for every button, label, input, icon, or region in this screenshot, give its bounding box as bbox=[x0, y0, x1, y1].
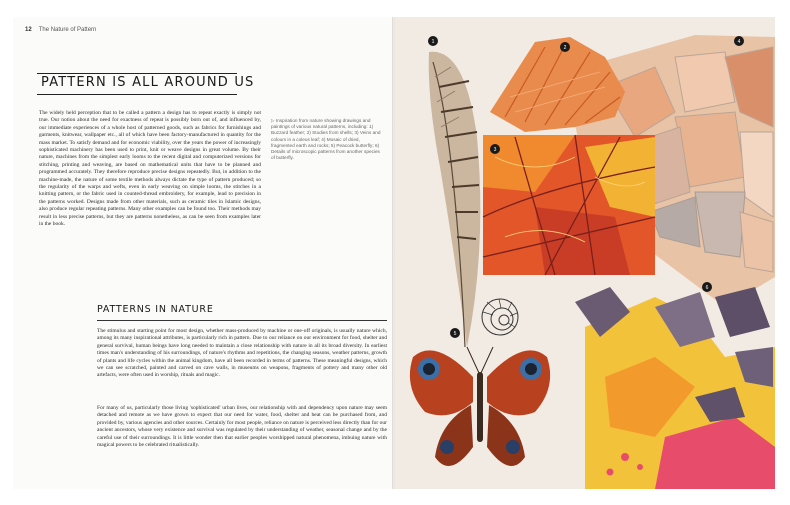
figure-label-3: 3 bbox=[493, 147, 497, 153]
title-rule-bottom bbox=[37, 94, 237, 95]
figure-label-5: 5 bbox=[453, 331, 457, 337]
nature-paragraph-2: For many of us, particularly those living 'sophisticated' urban lives, our relationship with and dependency upon nature may seem detached and remote as we have grown to expect that our need for water, food, shelter and heat can be purchased from, and provided by, various agencies and other sources. Certainly for most people, reliance on nature is perceived less directly than for our ancient ancestors, whose very existence and survival was regulated by their understanding of weather, seasonal change and by the careful use of their surroundings. It is little wonder then that earlier peoples worshipped natural phenomena, imbuing nature with magical powers to be celebrated ritualistically. bbox=[97, 405, 387, 449]
shell-studies-painting bbox=[490, 37, 625, 132]
figure-label-2: 2 bbox=[563, 45, 567, 51]
coleus-leaf-painting bbox=[483, 135, 655, 275]
title-rule-top bbox=[37, 73, 237, 74]
intro-paragraph: The widely held perception that to be called a pattern a design has to repeat exactly is simply not true. Our notion about the need for exactness of repeat is possibly born out of, and influenced by, our immediate experiences of a whole host of patterned goods, such as fabrics for furnishings and garments, knitwear, wallpaper etc., all of which have been factory-manufactured in quantity for the mass market. To satisfy demand and for economic viability, over the years the power of increasingly sophisticated machinery has been used to print, knit or weave designs in great volume. By their nature, machines from the simplest early looms to the recent digital and computerized versions for stitching, printing and weaving, are based on mathematical units that have to be planned and programmed accurately. They therefore reproduce precise designs repeatedly. But, in addition to the machine-made, the nature of some textile methods always dictate the type of pattern produced; so the regularity of the warps and wefts, even in early weaving on simple looms, the stitches in a knitting pattern, or the fabric used in counted-thread embroidery, for example, lead to precision in the patterns worked. Designs made from other materials, such as ceramic tiles in Islamic designs, also produce regular repeating patterns. Many other examples can be found too. Their methods may result in less precise patterns, but they are patterns nonetheless, as can be seen from examples later in the book. bbox=[39, 110, 261, 228]
left-page bbox=[13, 17, 393, 489]
page-title: PATTERN IS ALL AROUND US bbox=[41, 75, 255, 90]
running-head bbox=[25, 27, 96, 33]
section-heading-rule bbox=[97, 320, 387, 321]
nature-illustration-collage bbox=[395, 17, 775, 489]
buzzard-feather-painting bbox=[429, 52, 481, 347]
running-head-title: The Nature of Pattern bbox=[38, 27, 97, 33]
microscopic-pattern-painting bbox=[575, 287, 775, 489]
figure-label-1: 1 bbox=[431, 39, 435, 45]
figure-caption: ▷ Inspiration from nature showing drawings and paintings of various natural patterns, including: 1) Buzzard feather; 2) Studies from shells; 3) Veins and colours in a coleus leaf; 4) Mosaic of dried, fragmented earth and rocks; 5) Peacock butterfly; 6) Details of microscopic patterns from another species of butterfly. bbox=[271, 118, 381, 161]
figure-label-6: 6 bbox=[705, 285, 709, 291]
figure-label-4: 4 bbox=[737, 39, 741, 45]
ammonite-sketch bbox=[482, 299, 518, 335]
right-page-illustrations bbox=[395, 17, 775, 489]
page-number: 12 bbox=[25, 27, 32, 33]
nature-paragraph-1: The stimulus and starting point for most design, whether mass-produced by machine or one-off originals, is usually nature which, among its many inspirational attributes, is particularly rich in pattern. Due to our reliance on our environment for food, shelter and general survival, human beings have long needed to maintain a close relationship with nature in all its broad diversity. In earliest times man's understanding of his surroundings, of nature's rhythms and repetitions, the changing seasons, weather patterns, growth of plants and life cycles within the animal kingdom, have all been recorded in terms of patterns. These meaningful designs, which we can see scratched, painted and carved on cave walls, in museums on weapons, fragments of pottery and many other old artefacts, were often used in worship, rituals and magic. bbox=[97, 328, 387, 379]
peacock-butterfly-painting bbox=[410, 347, 550, 466]
section-heading: PATTERNS IN NATURE bbox=[97, 304, 214, 315]
